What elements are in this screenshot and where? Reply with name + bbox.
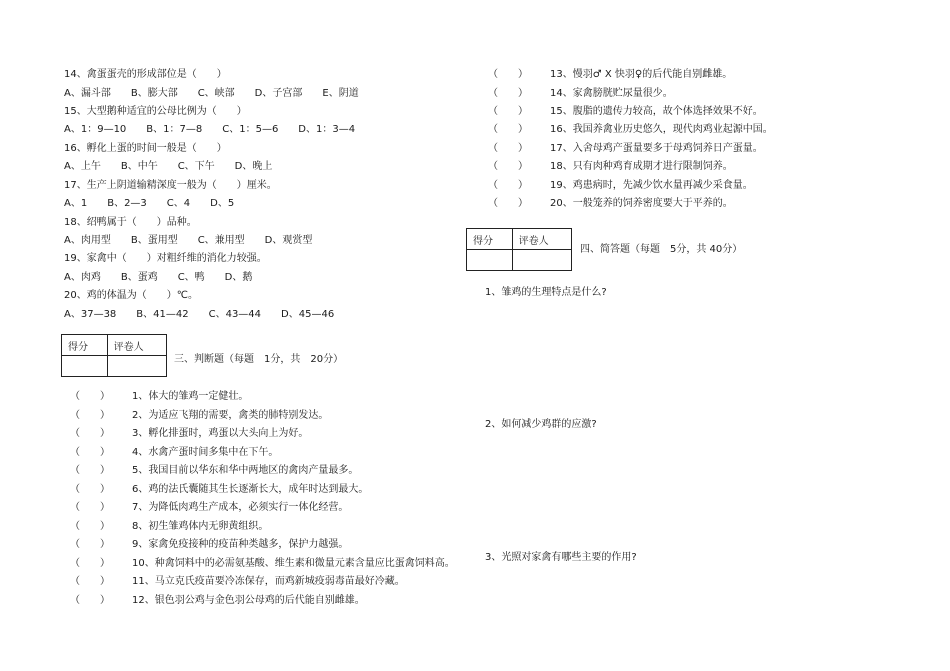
question-20: 20、鸡的体温为（ ）℃。 xyxy=(64,290,198,301)
tf-item-13: （ ） 13、慢羽♂ X 快羽♀的后代能自别雌雄。 xyxy=(488,69,733,80)
question-14-options: A、漏斗部 B、膨大部 C、峡部 D、子宫部 E、阴道 xyxy=(64,88,359,99)
tf-item-3: （ ） 3、孵化排蛋时，鸡蛋以大头向上为好。 xyxy=(70,428,309,439)
question-18-options: A、肉用型 B、蛋用型 C、兼用型 D、观赏型 xyxy=(64,235,313,246)
score-box-section-4 xyxy=(466,228,572,271)
tf-item-7: （ ） 7、为降低肉鸡生产成本，必须实行一体化经营。 xyxy=(70,502,349,513)
tf-item-12: （ ） 12、银色羽公鸡与金色羽公母鸡的后代能自别雌雄。 xyxy=(70,595,365,606)
tf-item-18: （ ） 18、只有肉种鸡育成期才进行限制饲养。 xyxy=(488,161,733,172)
question-15-options: A、1：9—10 B、1：7—8 C、1：5—6 D、1：3—4 xyxy=(64,124,356,135)
tf-item-17: （ ） 17、入舍母鸡产蛋量要多于母鸡饲养日产蛋量。 xyxy=(488,143,763,154)
score-cell[interactable] xyxy=(467,250,513,271)
question-19: 19、家禽中（ ）对粗纤维的消化力较强。 xyxy=(64,253,267,264)
tf-item-11: （ ） 11、马立克氏疫苗要冷冻保存，而鸡新城疫弱毒苗最好冷藏。 xyxy=(70,576,405,587)
tf-item-2: （ ） 2、为适应飞翔的需要，禽类的肺特别发达。 xyxy=(70,410,329,421)
short-answer-question-3: 3、光照对家禽有哪些主要的作用? xyxy=(485,552,637,563)
tf-item-6: （ ） 6、鸡的法氏囊随其生长逐渐长大，成年时达到最大。 xyxy=(70,484,369,495)
tf-item-15: （ ） 15、腹脂的遗传力较高，故个体选择效果不好。 xyxy=(488,106,763,117)
question-15: 15、大型鹅种适宜的公母比例为（ ） xyxy=(64,106,247,117)
short-answer-question-1: 1、雏鸡的生理特点是什么? xyxy=(485,287,607,298)
section-3-title: 三、判断题（每题 1分，共 20分） xyxy=(174,354,344,365)
tf-item-5: （ ） 5、我国目前以华东和华中两地区的禽肉产量最多。 xyxy=(70,465,359,476)
question-16-options: A、上午 B、中午 C、下午 D、晚上 xyxy=(64,161,273,172)
question-18: 18、绍鸭属于（ ）品种。 xyxy=(64,217,197,228)
tf-item-19: （ ） 19、鸡患病时，先减少饮水量再减少采食量。 xyxy=(488,180,753,191)
tf-item-4: （ ） 4、水禽产蛋时间多集中在下午。 xyxy=(70,447,279,458)
section-4-title: 四、简答题（每题 5分，共 40分） xyxy=(580,244,743,255)
tf-item-14: （ ） 14、家禽膀胱贮尿量很少。 xyxy=(488,88,673,99)
tf-item-1: （ ） 1、体大的雏鸡一定健壮。 xyxy=(70,391,249,402)
tf-item-9: （ ） 9、家禽免疫接种的疫苗种类越多，保护力越强。 xyxy=(70,539,349,550)
tf-item-10: （ ） 10、种禽饲料中的必需氨基酸、维生素和微量元素含量应比蛋禽饲料高。 xyxy=(70,558,455,569)
grader-label: 评卷人 xyxy=(512,229,571,250)
grader-cell[interactable] xyxy=(512,250,571,271)
score-label: 得分 xyxy=(62,335,108,356)
grader-cell[interactable] xyxy=(107,356,166,377)
score-label: 得分 xyxy=(467,229,513,250)
score-cell[interactable] xyxy=(62,356,108,377)
grader-label: 评卷人 xyxy=(107,335,166,356)
tf-item-8: （ ） 8、初生雏鸡体内无卵黄组织。 xyxy=(70,521,269,532)
score-box-section-3 xyxy=(61,334,167,377)
question-17-options: A、1 B、2—3 C、4 D、5 xyxy=(64,198,235,209)
question-19-options: A、肉鸡 B、蛋鸡 C、鸭 D、鹅 xyxy=(64,272,253,283)
question-20-options: A、37—38 B、41—42 C、43—44 D、45—46 xyxy=(64,309,335,320)
tf-item-16: （ ） 16、我国养禽业历史悠久，现代肉鸡业起源中国。 xyxy=(488,124,773,135)
tf-item-20: （ ） 20、一般笼养的饲养密度要大于平养的。 xyxy=(488,198,733,209)
question-16: 16、孵化上蛋的时间一般是（ ） xyxy=(64,143,227,154)
question-14: 14、禽蛋蛋壳的形成部位是（ ） xyxy=(64,69,227,80)
question-17: 17、生产上阴道输精深度一般为（ ）厘米。 xyxy=(64,180,277,191)
short-answer-question-2: 2、如何减少鸡群的应激? xyxy=(485,419,597,430)
